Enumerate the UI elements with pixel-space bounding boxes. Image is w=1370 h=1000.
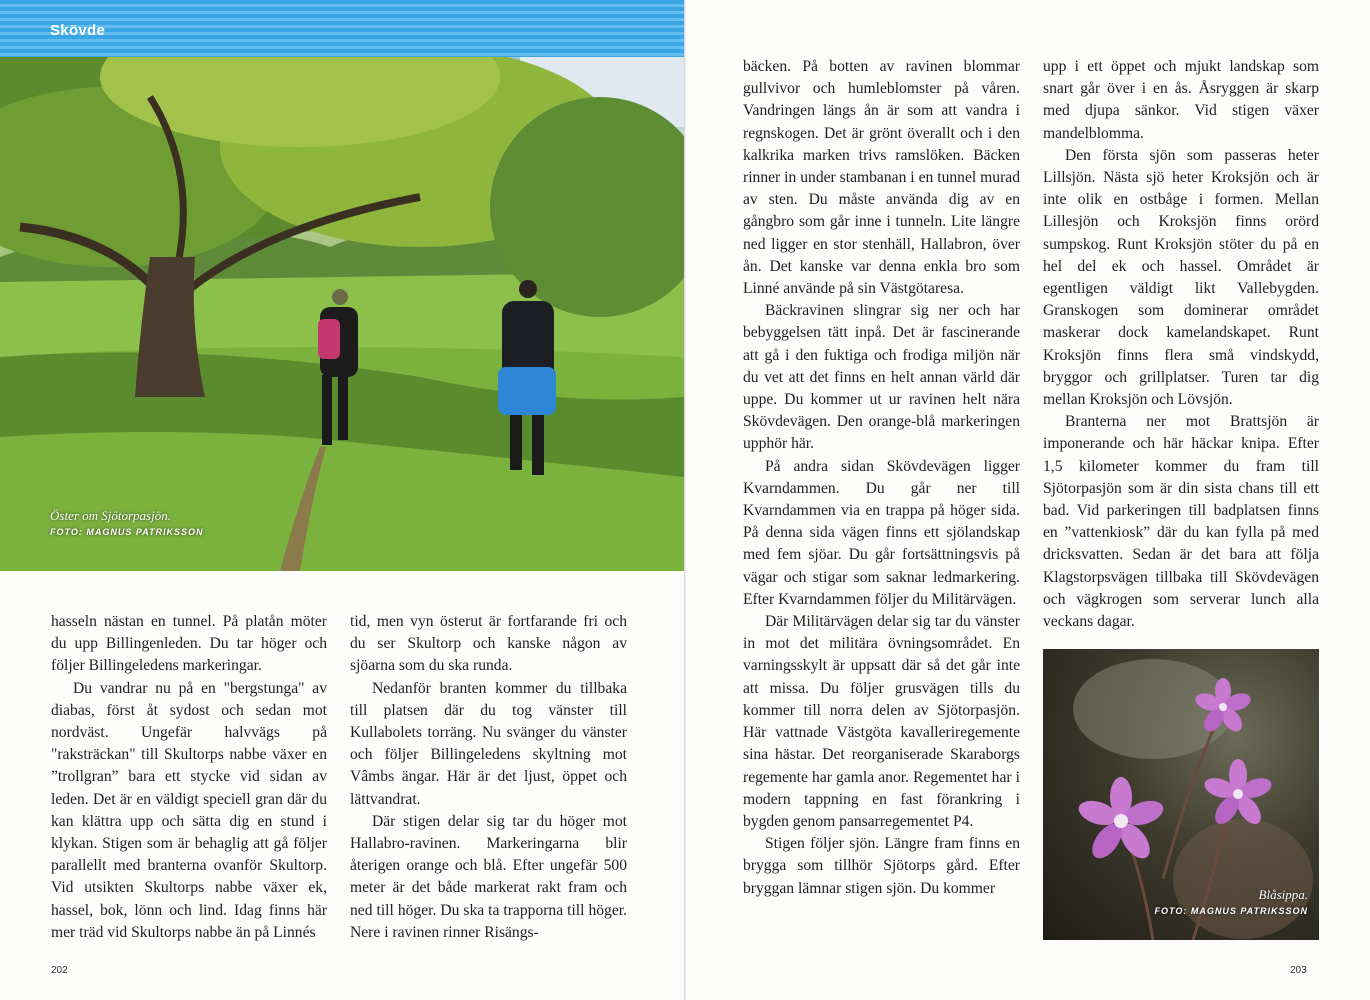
text-column-2: [350, 611, 627, 944]
section-header-band: [0, 0, 684, 57]
paragraph: Den första sjön som passeras heter Lillsjön. Nästa sjö heter Kroksjön och är inte olik en ostbåge i formen. Mellan Lillesjön och Kroksjön finns orörd sumpskog. Runt Kroksjön stöter du på en hel del ek och hassel. Området är egentligen väldigt likt Vallebygden. Granskogen som dominerar området maskerar dock kamelandskapet. Runt Kroksjön finns flera små vindskydd, bryggor och grillplatser. Turen tar dig mellan Kroksjön och Lövsjön.: [1043, 146, 1319, 409]
page-number: 203: [1290, 965, 1307, 976]
photo-credit: FOTO: MAGNUS PATRIKSSON: [50, 527, 204, 537]
paragraph: Stigen följer sjön. Längre fram finns en brygga som tillhör Sjötorps gård. Efter bryggan lämnar stigen sjön. Du kommer: [743, 835, 1020, 897]
paragraph: Branterna ner mot Brattsjön är imponerande och här häckar knipa. Efter 1,5 kilometer kommer du fram till Sjötorpasjön som är din sista chans till ett bad. Vid parkeringen till badplatsen finns en ”vattenkiosk” där du kan fylla på med dricksvatten. Sedan är det bara att följa Klagstorpsvägen tillbaka till Skövdevägen och vägkrogen som serverar lunch alla veckans dagar.: [1043, 413, 1319, 631]
paragraph: På andra sidan Skövdevägen ligger Kvarndammen. Du går ner till Kvarndammen via en trappa på höger sida. På denna sida vägen finns ett sjölandskap med fem sjöar. Du går fortsättningsvis på vägar och stigar som saknar ledmarkering. Efter Kvarndammen följer du Militärvägen.: [743, 457, 1020, 608]
photo-credit: FOTO: MAGNUS PATRIKSSON: [1154, 906, 1308, 916]
paragraph: hasseln nästan en tunnel. På platån möter du upp Billingenleden. Du tar höger och följer Billingeledens markeringar.: [51, 613, 327, 675]
photo-caption: [1148, 887, 1308, 916]
paragraph: Bäckravinen slingrar sig ner och har bebyggelsen tätt inpå. Det är fascinerande att gå i den fuktiga och frodiga miljön när du vet att det finns en helt annan värld där uppe. Du kommer ut ur ravinen helt nära Skövdevägen. Den orange-blå markeringen upphör här.: [743, 302, 1020, 453]
page-number: 202: [51, 965, 68, 976]
paragraph: bäcken. På botten av ravinen blommar gullvivor och humleblomster på våren. Vandringen längs ån är som att vandra i regnskogen. Det är grönt överallt och i den kalkrika marken trivs ramslöken. Bäcken rinner in under stambanan i en tunnel murad av sten. Du måste använda dig av en gångbro som går inne i tunneln. Lite längre ned ligger en stor stenhäll, Hallabron, över ån. Det kanske var denna enkla bro som Linné använde på sin Västgötaresa.: [743, 58, 1020, 298]
text-column-1: [51, 611, 327, 944]
photo-caption: [50, 508, 204, 537]
text-column-4: [1043, 56, 1319, 633]
flower-photo: [1043, 649, 1319, 940]
paragraph: Nedanför branten kommer du tillbaka till platsen där du tog vänster till Kullabolets torräng. Nu svänger du vänster och följer Billingeledens skyltning mot Vâmbs ängar. Här är det ljust, öppet och lättvandrat.: [350, 679, 627, 808]
right-page: [686, 0, 1370, 1000]
left-page: [0, 0, 684, 1000]
text-column-3: [743, 56, 1020, 900]
caption-text: Öster om Sjötorpasjön.: [50, 508, 171, 523]
landscape-photo-icon: [0, 57, 684, 571]
landscape-photo: [0, 57, 684, 571]
paragraph: Där stigen delar sig tar du höger mot Hallabro-ravinen. Markeringarna blir återigen orange och blå. Efter ungefär 500 meter är det både markerat rakt fram och ned till höger. Du ska ta trapporna till höger. Nere i ravinen rinner Risängs-: [350, 812, 627, 941]
paragraph: upp i ett öppet och mjukt landskap som snart går över i en ås. Åsryggen är skarp med djupa sänkor. Vid stigen växer mandelblomma.: [1043, 58, 1319, 142]
paragraph: Där Militärvägen delar sig tar du vänster in mot det militära övningsområdet. En varningsskylt är uppsatt där så det går inte att missa. Du följer grusvägen tills du kommer till norra delen av Sjötorpasjön. Här vattnade Västgöta kavalleriregemente sina hästar. Det reorganiserade Skaraborgs regemente har gamla anor. Regementet har i modern tappning en fast förankring i bygden genom pansarregementet P4.: [743, 613, 1020, 830]
section-title: Skövde: [50, 22, 106, 39]
paragraph: tid, men vyn österut är fortfarande fri och du ser Skultorp och kanske någon av sjöarna som du ska runda.: [350, 613, 627, 675]
caption-text: Blåsippa.: [1258, 887, 1308, 902]
paragraph: Du vandrar nu på en "bergstunga" av diabas, först åt sydost och sedan mot nordväst. Ungefär halvvägs på "raksträckan" till Skultorps nabbe växer en ”trollgran” bara ett stycke vid sidan av leden. Det är en väldigt speciell gran där du kan klättra upp och sätta dig en stund i klykan. Stigen som är behaglig att gå följer parallellt med branterna ovanför Skultorp. Vid utsikten Skultorps nabbe växer ek, hassel, bok, lönn och lind. Idag finns här mer träd vid Skultorps nabbe än på Linnés: [51, 679, 327, 941]
